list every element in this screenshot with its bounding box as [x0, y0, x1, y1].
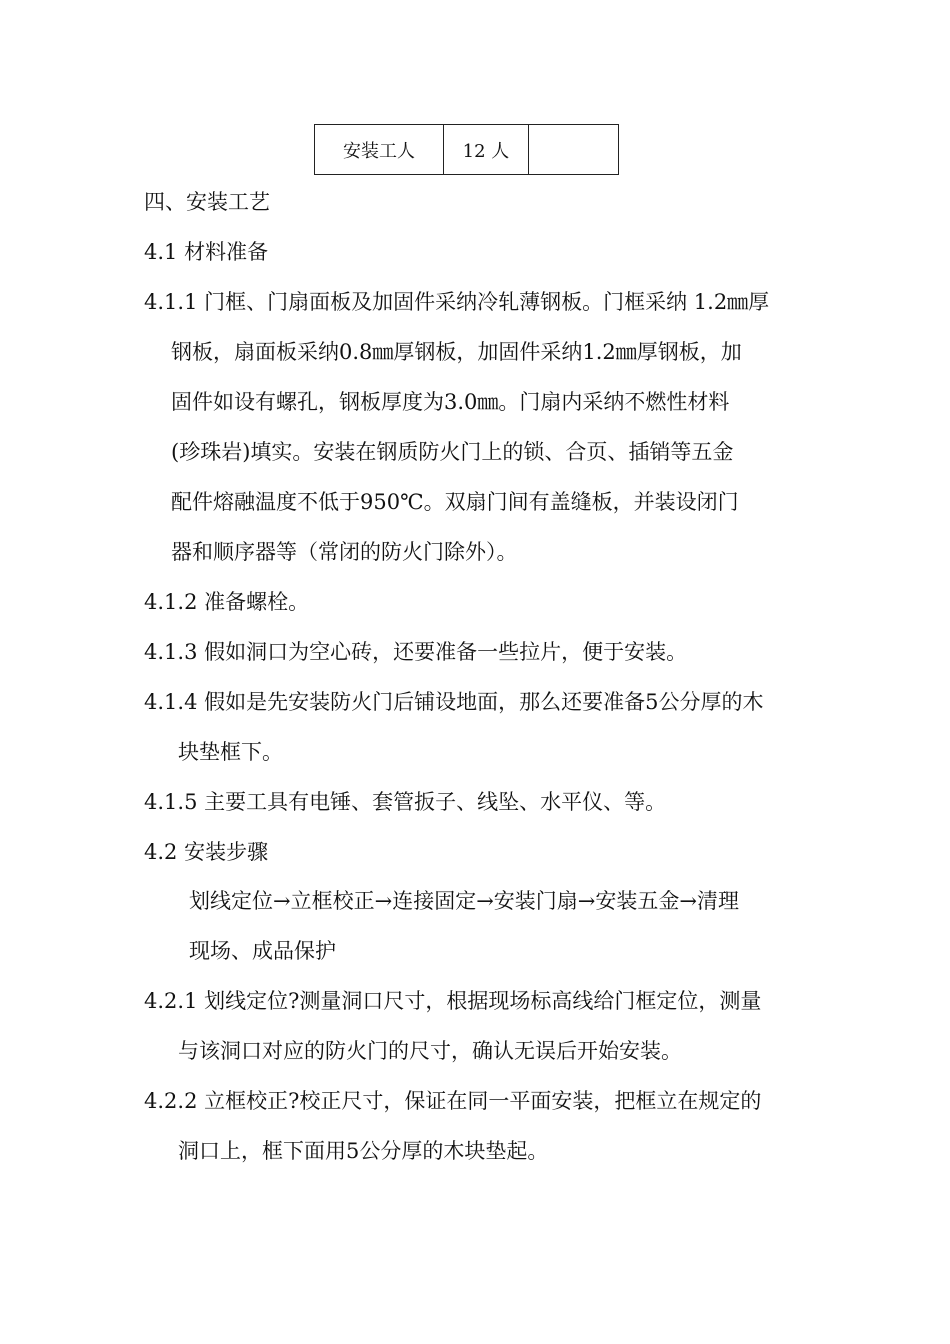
para-4-2-1-line-1: 4.2.1 划线定位?测量洞口尺寸，根据现场标高线给门框定位，测量 — [144, 989, 762, 1013]
para-4-1-2: 4.1.2 准备螺栓。 — [144, 590, 310, 614]
staff-role-cell: 安装工人 — [315, 125, 444, 175]
section-4-2-title: 4.2 安装步骤 — [144, 840, 269, 864]
para-4-1-1-line-1: 4.1.1 门框、门扇面板及加固件采纳冷轧薄钢板。门框采纳 1.2㎜厚 — [144, 290, 770, 314]
para-4-1-1-line-4: (珍珠岩)填实。安装在钢质防火门上的锁、合页、插销等五金 — [171, 440, 734, 464]
staff-table — [314, 124, 619, 175]
process-flow-line-2: 现场、成品保护 — [189, 939, 336, 963]
process-flow-line-1: 划线定位→立框校正→连接固定→安装门扇→安装五金→清理 — [189, 889, 739, 913]
para-4-1-4-line-2: 块垫框下。 — [178, 740, 283, 764]
para-4-1-3: 4.1.3 假如洞口为空心砖，还要准备一些拉片，便于安装。 — [144, 640, 688, 664]
table-row — [315, 125, 619, 175]
staff-count-cell: 12 人 — [444, 125, 529, 175]
para-4-1-4-line-1: 4.1.4 假如是先安装防火门后铺设地面，那么还要准备5公分厚的木 — [144, 690, 764, 714]
para-4-2-1-line-2: 与该洞口对应的防火门的尺寸，确认无误后开始安装。 — [178, 1039, 682, 1063]
para-4-2-2-line-2: 洞口上，框下面用5公分厚的木块垫起。 — [178, 1139, 549, 1163]
section-4-title: 四、安装工艺 — [144, 190, 270, 214]
section-4-1-title: 4.1 材料准备 — [144, 240, 269, 264]
para-4-1-1-line-2: 钢板，扇面板采纳0.8㎜厚钢板，加固件采纳1.2㎜厚钢板，加 — [171, 340, 742, 364]
para-4-1-5: 4.1.5 主要工具有电锤、套管扳子、线坠、水平仪、等。 — [144, 790, 667, 814]
para-4-2-2-line-1: 4.2.2 立框校正?校正尺寸，保证在同一平面安装，把框立在规定的 — [144, 1089, 762, 1113]
para-4-1-1-line-5: 配件熔融温度不低于950℃。双扇门间有盖缝板，并装设闭门 — [171, 490, 739, 514]
para-4-1-1-line-3: 固件如设有螺孔，钢板厚度为3.0㎜。门扇内采纳不燃性材料 — [171, 390, 730, 414]
para-4-1-1-line-6: 器和顺序器等（常闭的防火门除外）。 — [171, 540, 518, 564]
staff-note-cell — [529, 125, 619, 175]
